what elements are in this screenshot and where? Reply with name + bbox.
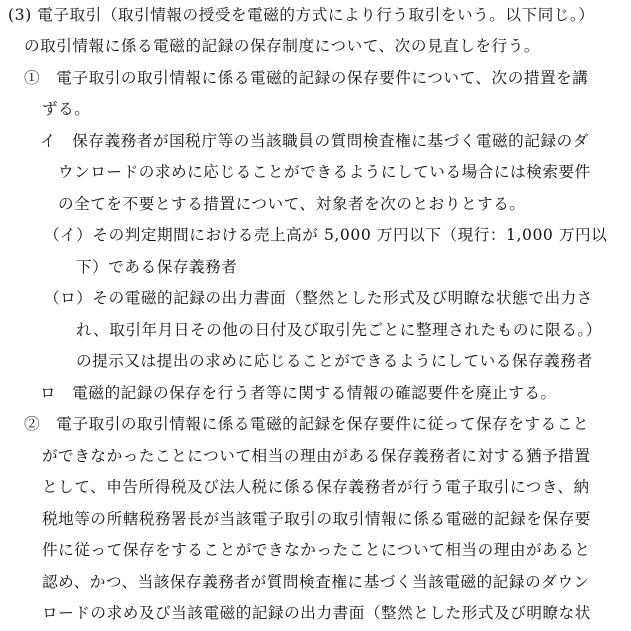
text-line: （イ）その判定期間における売上高が 5,000 万円以下（現行：1,000 万円以 xyxy=(44,226,608,244)
text-line: 認め、かつ、当該保存義務者が質問検査権に基づく当該電磁的記録のダウン xyxy=(42,573,590,591)
text-line: イ 保存義務者が国税庁等の当該職員の質問検査権に基づく電磁的記録のダ xyxy=(40,132,589,150)
text-line: ① 電子取引の取引情報に係る電磁的記録の保存要件について、次の措置を講 xyxy=(24,69,589,87)
text-line: 税地等の所轄税務署長が当該電子取引の取引情報に係る電磁的記録を保存要 xyxy=(42,510,591,528)
text-line: ずる。 xyxy=(42,100,91,118)
text-line: ウンロードの求めに応じることができるようにしている場合には検索要件 xyxy=(58,163,591,181)
text-line: の提示又は提出の求めに応じることができるようにしている保存義務者 xyxy=(76,352,593,370)
text-line: の全てを不要とする措置について、対象者を次のとおりとする。 xyxy=(58,195,526,213)
text-line: （ロ）その電磁的記録の出力書面（整然とした形式及び明瞭な状態で出力さ xyxy=(44,289,593,307)
text-line: の取引情報に係る電磁的記録の保存制度について、次の見直しを行う。 xyxy=(24,37,540,55)
text-line: として、申告所得税及び法人税に係る保存義務者が行う電子取引につき、納 xyxy=(42,478,590,496)
text-line: 下）である保存義務者 xyxy=(76,258,238,276)
text-line: ロ 電磁的記録の保存を行う者等に関する情報の確認要件を廃止する。 xyxy=(40,384,557,402)
text-line: ② 電子取引の取引情報に係る電磁的記録を保存要件に従って保存をすること xyxy=(24,415,590,433)
text-line: 件に従って保存をすることができなかったことについて相当の理由があると xyxy=(42,541,591,559)
text-line: ができなかったことについて相当の理由がある保存義務者に対する猶予措置 xyxy=(42,447,591,465)
text-line: れ、取引年月日その他の日付及び取引先ごとに整理されたものに限る。） xyxy=(76,321,602,339)
text-line: ロードの求め及び当該電磁的記録の出力書面（整然とした形式及び明瞭な状 xyxy=(42,604,591,622)
text-line: (3) 電子取引（取引情報の授受を電磁的方式により行う取引をいう。以下同じ。） xyxy=(8,6,595,24)
